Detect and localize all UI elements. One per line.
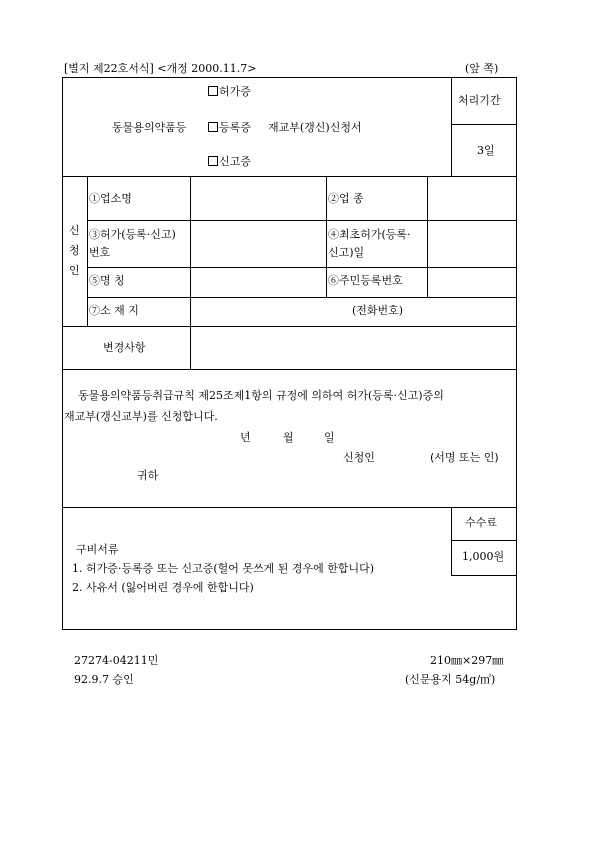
date-day: 일	[324, 431, 335, 444]
approval-date: 92.9.7 승인	[74, 673, 134, 686]
changes-field[interactable]	[192, 328, 516, 368]
business-name-field[interactable]	[192, 178, 324, 218]
title-action: 재교부(갱신)신청서	[268, 121, 362, 134]
page-side: (앞 쪽)	[465, 62, 499, 75]
name-field[interactable]	[192, 269, 324, 296]
processing-period-label: 처리기간	[458, 94, 501, 107]
title-subject: 동물용의약품등	[112, 121, 187, 134]
license-number-label-2: 번호	[89, 246, 111, 259]
changes-label: 변경사항	[103, 341, 146, 354]
statement-line-1: 동물용의약품등취급규칙 제25조제1항의 규정에 의하여 허가(등록·신고)증의	[78, 389, 444, 402]
applicant-signature-label: 신청인	[343, 451, 375, 464]
required-documents-title: 구비서류	[76, 543, 119, 556]
signature-or-seal: (서명 또는 인)	[430, 451, 499, 464]
form-code: 27274-04211민	[74, 654, 159, 667]
checkbox-icon	[208, 156, 218, 166]
form-number: [별지 제22호서식] <개정 2000.11.7>	[64, 62, 257, 75]
applicant-label-1: 신	[69, 224, 80, 237]
first-license-date-label-1: ④최초허가(등록·	[328, 228, 411, 241]
resident-number-field[interactable]	[429, 269, 515, 296]
license-number-field[interactable]	[192, 222, 324, 266]
paper-type: (신문용지 54g/㎡)	[405, 673, 496, 686]
applicant-label-2: 청	[69, 244, 80, 257]
option-report: 신고증	[208, 155, 251, 169]
name-label: ⑤명 칭	[89, 274, 125, 287]
fee-value: 1,000원	[462, 550, 505, 563]
fee-label: 수수료	[465, 516, 497, 529]
required-document-2: 2. 사유서 (잃어버린 경우에 한합니다)	[72, 581, 254, 594]
business-type-label: ②업 종	[328, 192, 364, 205]
address-label: ⑦소 재 지	[89, 304, 139, 317]
paper-size: 210㎜×297㎜	[430, 654, 504, 667]
phone-label: (전화번호)	[352, 304, 404, 317]
checkbox-icon	[208, 122, 218, 132]
required-document-1: 1. 허가증·등록증 또는 신고증(헐어 못쓰게 된 경우에 한합니다)	[72, 562, 375, 575]
option-registration: 등록증	[208, 121, 251, 135]
first-license-date-label-2: 신고)일	[328, 246, 365, 259]
business-type-field[interactable]	[429, 178, 515, 218]
first-license-date-field[interactable]	[429, 222, 515, 266]
business-name-label: ①업소명	[89, 192, 132, 205]
resident-number-label: ⑥주민등록번호	[328, 274, 403, 287]
checkbox-icon	[208, 86, 218, 96]
date-year: 년	[240, 431, 251, 444]
option-license: 허가증	[208, 85, 251, 99]
license-number-label-1: ③허가(등록·신고)	[89, 228, 176, 241]
statement-line-2: 재교부(갱신교부)를 신청합니다.	[64, 410, 218, 423]
applicant-label-3: 인	[69, 264, 80, 277]
processing-period-value: 3일	[477, 144, 495, 157]
date-month: 월	[283, 431, 294, 444]
recipient-label: 귀하	[137, 469, 159, 482]
